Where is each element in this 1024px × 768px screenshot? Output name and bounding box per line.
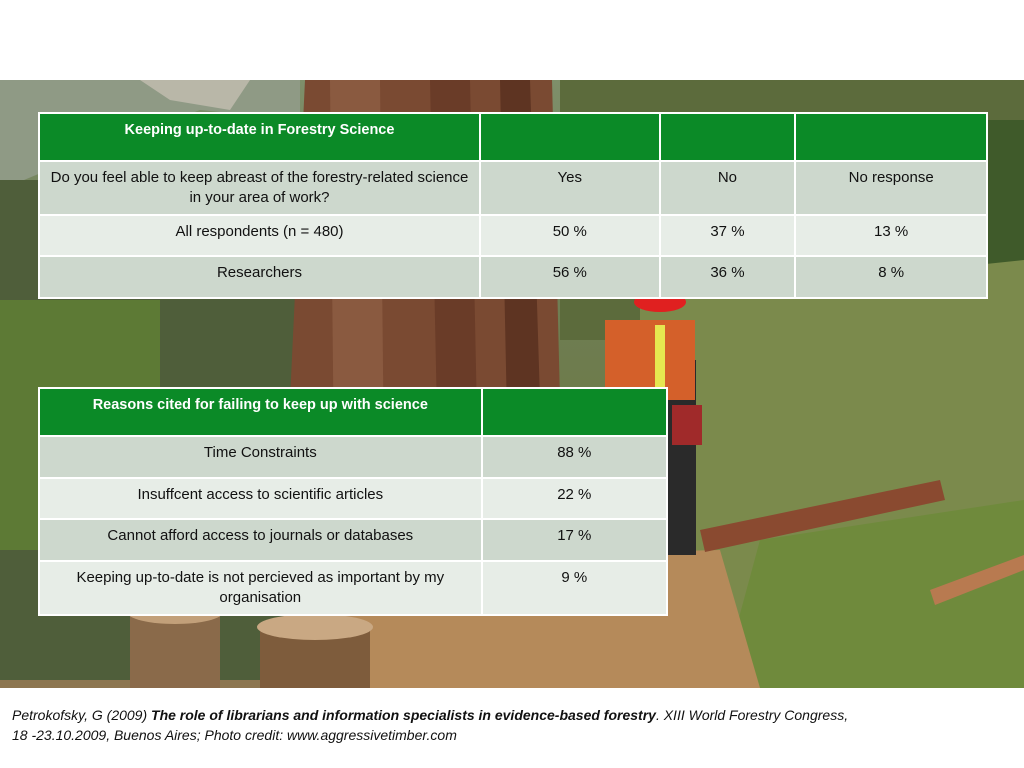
reason-cell: Time Constraints	[39, 436, 482, 478]
table-header-cell: Keeping up-to-date in Forestry Science	[39, 113, 480, 161]
table-header-cell	[480, 113, 660, 161]
answer-no-header: No	[660, 161, 796, 215]
value-cell: 17 %	[482, 519, 667, 561]
respondent-group-cell: All respondents (n = 480)	[39, 215, 480, 256]
value-cell: 22 %	[482, 478, 667, 519]
table-header-cell	[660, 113, 796, 161]
keeping-up-to-date-table	[38, 112, 988, 299]
value-cell: 50 %	[480, 215, 660, 256]
table-row	[39, 215, 987, 256]
table-header-cell: Reasons cited for failing to keep up with science	[39, 388, 482, 436]
value-cell: 36 %	[660, 256, 796, 298]
question-cell: Do you feel able to keep abreast of the forestry-related science in your area of work?	[39, 161, 480, 215]
citation-author: Petrokofsky, G (2009)	[12, 707, 152, 723]
reason-cell: Keeping up-to-date is not percieved as important by my organisation	[39, 561, 482, 615]
table-header-row	[39, 388, 667, 436]
reason-cell: Cannot afford access to journals or databases	[39, 519, 482, 561]
table-header-cell	[795, 113, 987, 161]
value-cell: 88 %	[482, 436, 667, 478]
reason-cell: Insuffcent access to scientific articles	[39, 478, 482, 519]
value-cell: 37 %	[660, 215, 796, 256]
table-row	[39, 478, 667, 519]
answer-yes-header: Yes	[480, 161, 660, 215]
table-row	[39, 161, 987, 215]
table-row	[39, 561, 667, 615]
table-row	[39, 436, 667, 478]
table-row	[39, 519, 667, 561]
answer-no-response-header: No response	[795, 161, 987, 215]
table-header-cell	[482, 388, 667, 436]
value-cell: 13 %	[795, 215, 987, 256]
citation-line-1	[12, 705, 1012, 725]
citation-title: The role of librarians and information specialists in evidence-based forestry	[151, 707, 656, 723]
table-header-row	[39, 113, 987, 161]
respondent-group-cell: Researchers	[39, 256, 480, 298]
citation-line-2: 18 -23.10.2009, Buenos Aires; Photo credit: www.aggressivetimber.com	[12, 727, 457, 743]
value-cell: 9 %	[482, 561, 667, 615]
value-cell: 8 %	[795, 256, 987, 298]
value-cell: 56 %	[480, 256, 660, 298]
reasons-table	[38, 387, 668, 616]
table-row	[39, 256, 987, 298]
citation-venue: . XIII World Forestry Congress,	[655, 707, 849, 723]
citation-caption	[12, 705, 1012, 745]
